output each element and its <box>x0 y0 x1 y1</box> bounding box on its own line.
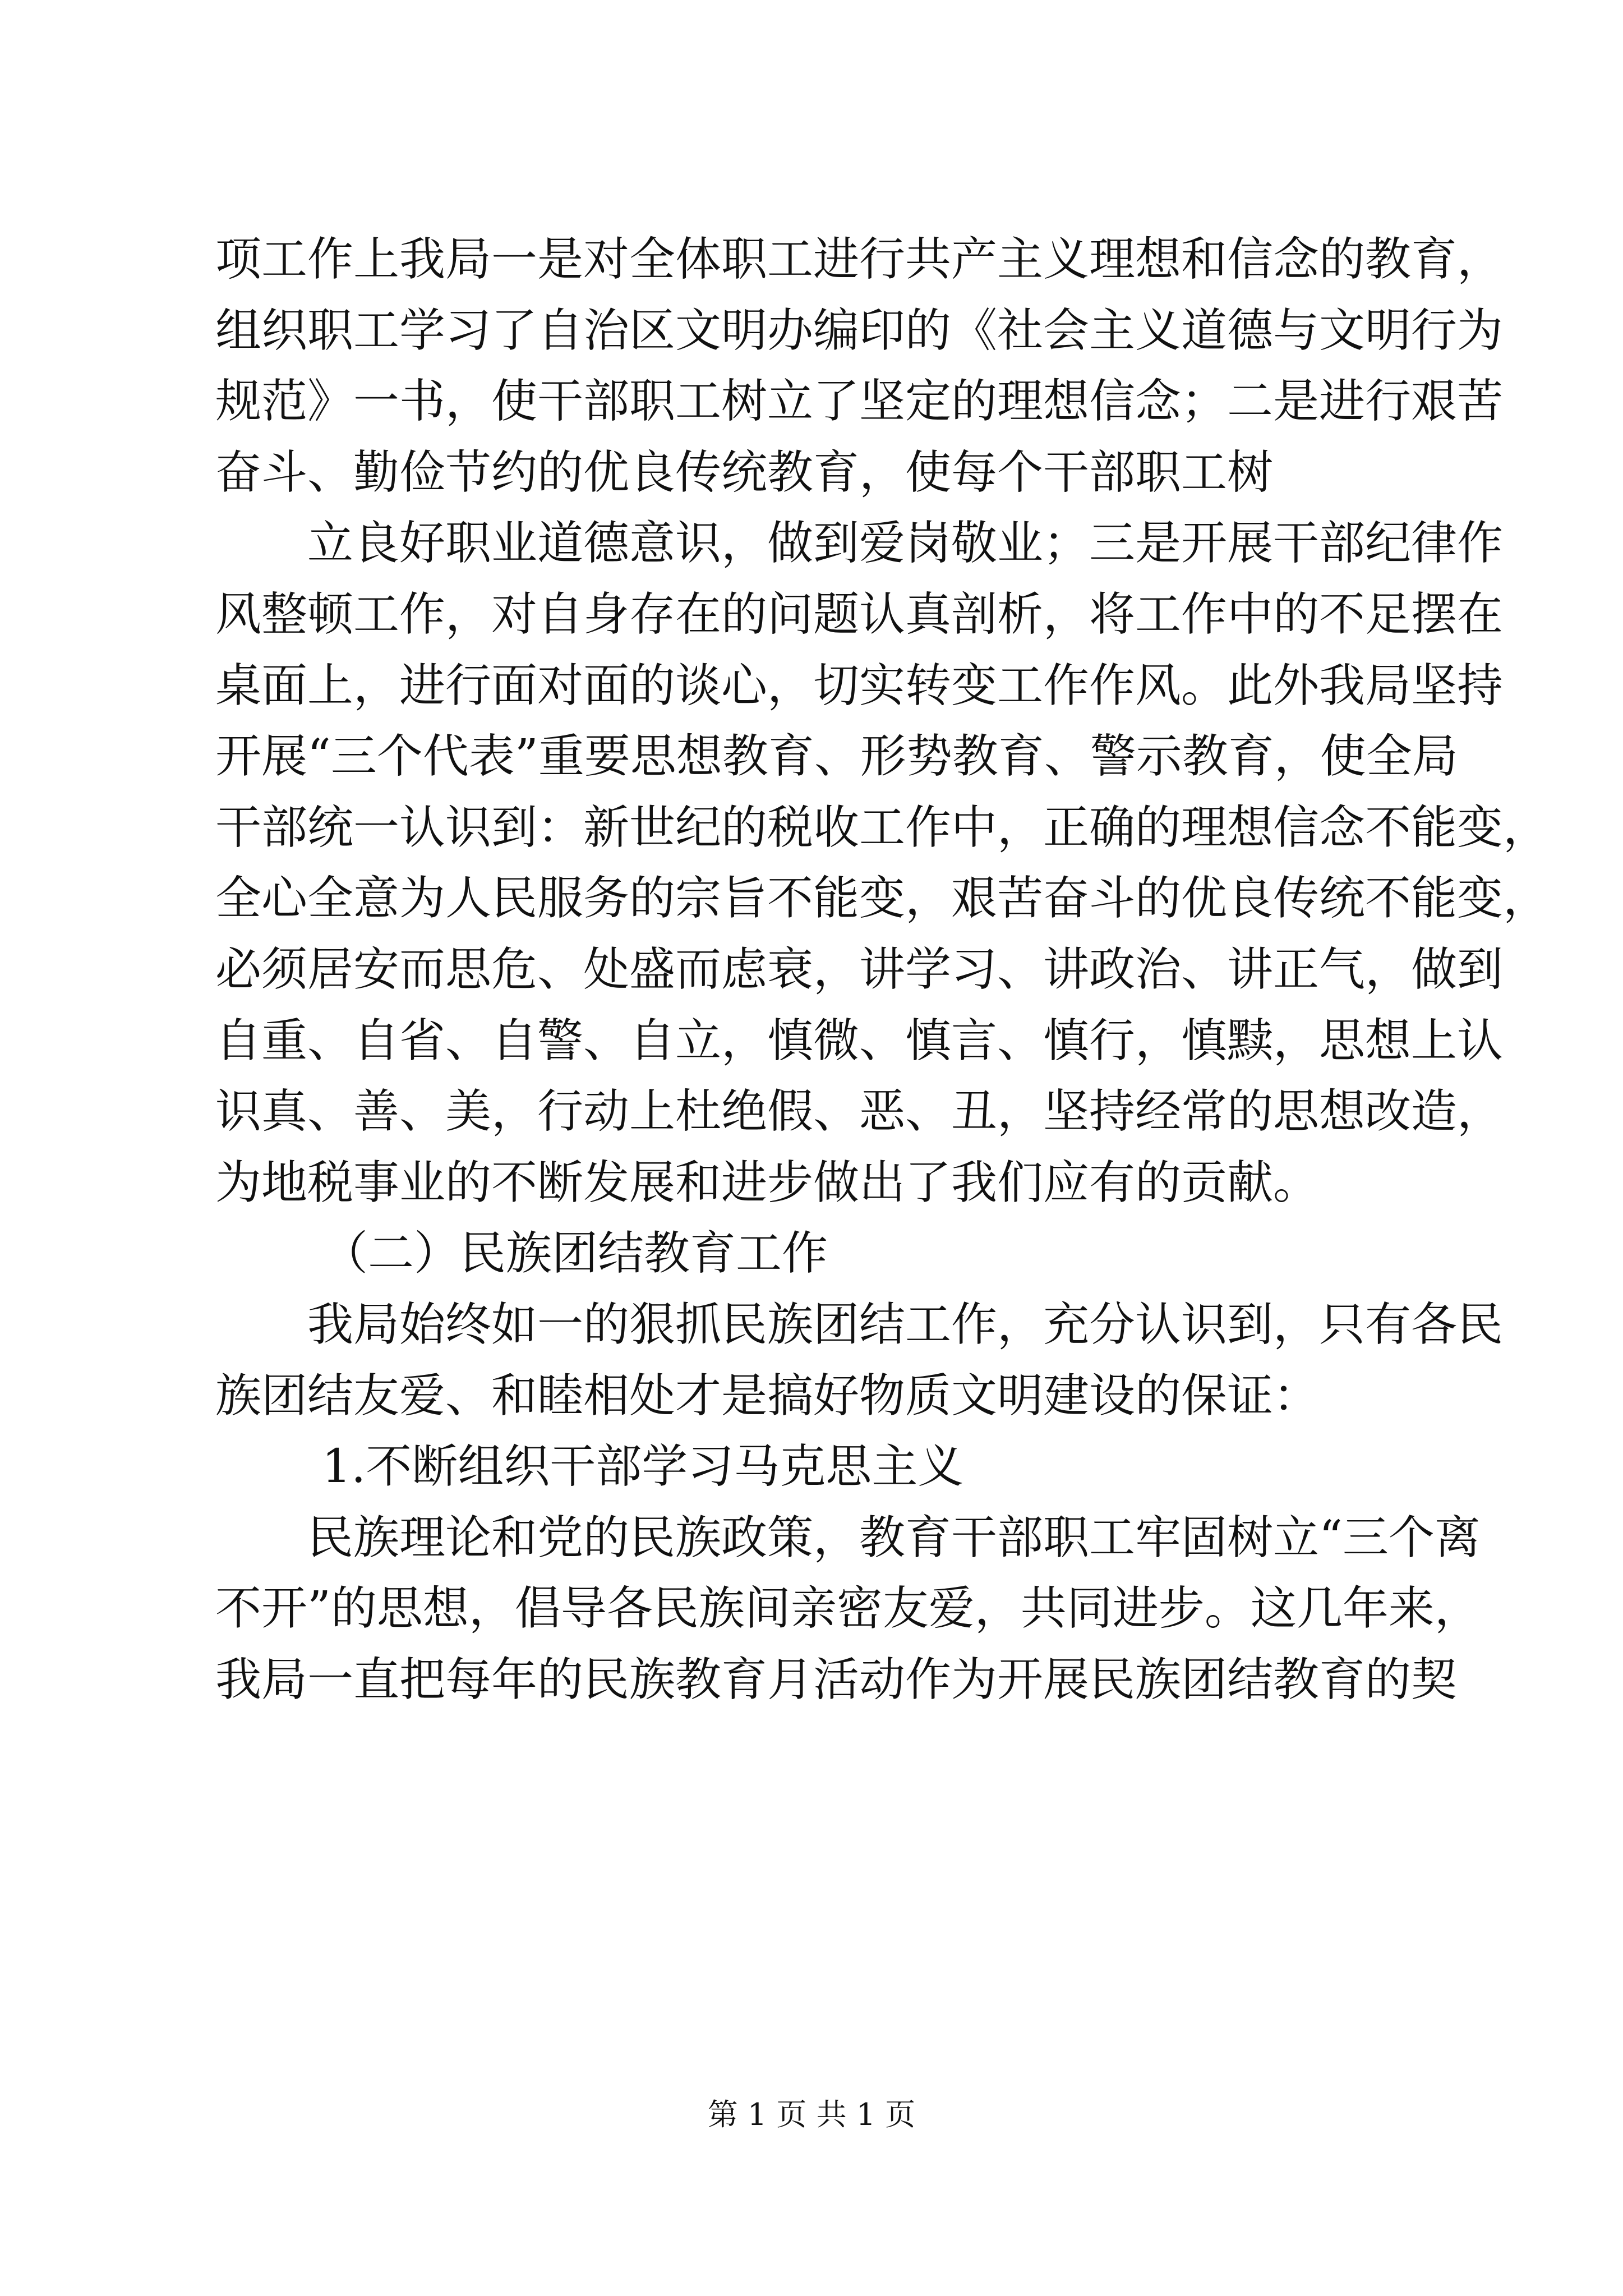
text-line: 为地税事业的不断发展和进步做出了我们应有的贡献。 <box>215 1156 1320 1209</box>
text-line: 奋斗、勤俭节约的优良传统教育，使每个干部职工树 <box>215 445 1274 499</box>
text-line: 族团结友爱、和睦相处才是搞好物质文明建设的保证： <box>215 1369 1320 1423</box>
text-line: 不开”的思想，倡导各民族间亲密友爱，共同进步。这几年来， <box>215 1582 1481 1636</box>
text-line: 自重、自省、自警、自立，慎微、慎言、慎行，慎黩，思想上认 <box>215 1014 1504 1068</box>
text-line: 我局一直把每年的民族教育月活动作为开展民族团结教育的契 <box>215 1653 1458 1706</box>
text-line: 识真、善、美，行动上杜绝假、恶、丑，坚持经常的思想改造， <box>215 1085 1504 1139</box>
text-line: 民族理论和党的民族政策，教育干部职工牢固树立“三个离 <box>307 1511 1481 1565</box>
numbered-item: 1.不断组织干部学习马克思主义 <box>322 1440 964 1494</box>
text-line: 风整顿工作，对自身存在的问题认真剖析，将工作中的不足摆在 <box>215 587 1504 641</box>
text-line: 开展“三个代表”重要思想教育、形势教育、警示教育，使全局 <box>215 730 1458 784</box>
text-line: 立良好职业道德意识，做到爱岗敬业；三是开展干部纪律作 <box>307 517 1504 570</box>
text-line: 桌面上，进行面对面的谈心，切实转变工作作风。此外我局坚持 <box>215 659 1504 712</box>
page-footer: 第 1 页 共 1 页 <box>707 2097 916 2132</box>
text-line: 项工作上我局一是对全体职工进行共产主义理想和信念的教育， <box>215 233 1504 286</box>
text-line: 必须居安而思危、处盛而虑衰，讲学习、讲政治、讲正气，做到 <box>215 942 1504 996</box>
text-line: 组织职工学习了自治区文明办编印的《社会主义道德与文明行为 <box>215 303 1504 357</box>
text-line: 我局始终如一的狠抓民族团结工作，充分认识到，只有各民 <box>307 1297 1504 1351</box>
section-heading: （二）民族团结教育工作 <box>322 1227 828 1281</box>
text-line: 干部统一认识到：新世纪的税收工作中，正确的理想信念不能变， <box>215 800 1550 854</box>
text-line: 规范》一书，使干部职工树立了坚定的理想信念；二是进行艰苦 <box>215 375 1504 429</box>
document-body <box>215 224 1550 1715</box>
text-line: 全心全意为人民服务的宗旨不能变，艰苦奋斗的优良传统不能变， <box>215 872 1550 926</box>
